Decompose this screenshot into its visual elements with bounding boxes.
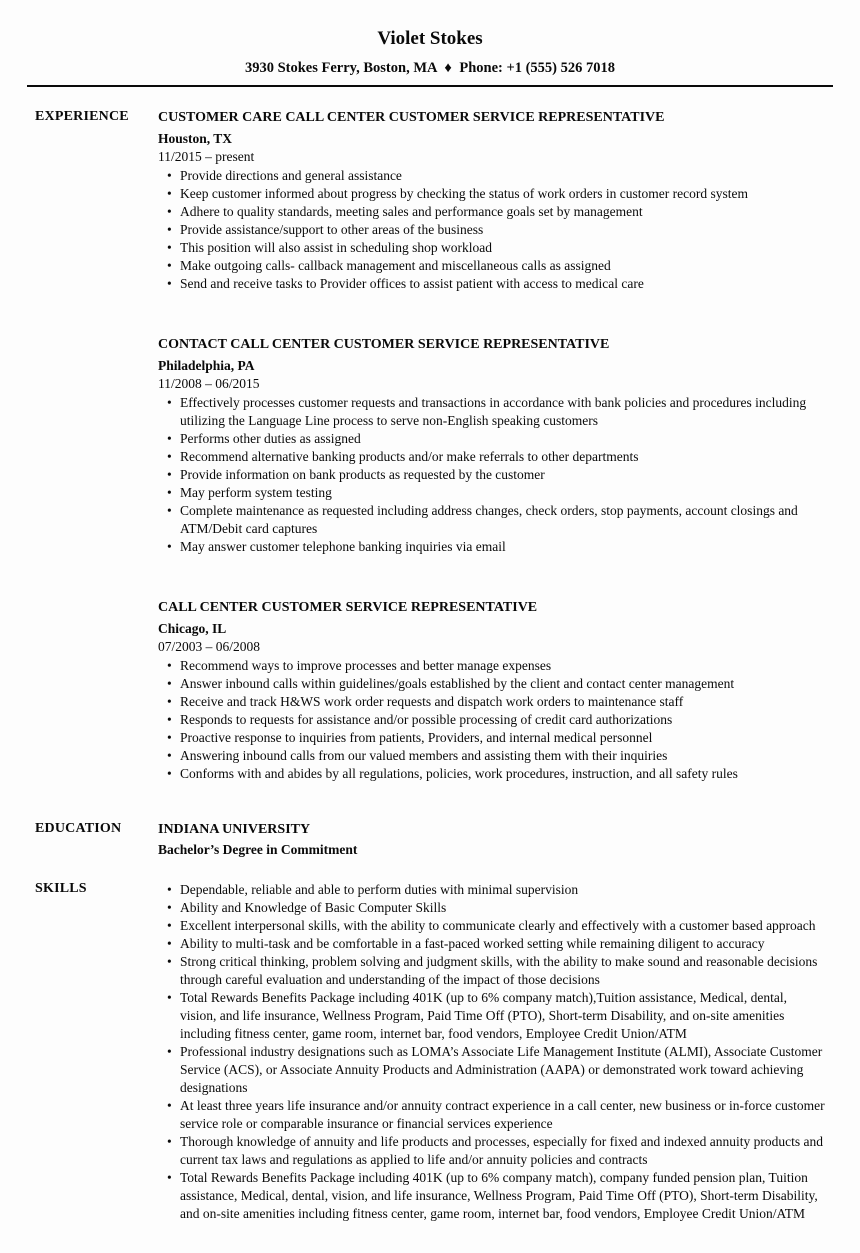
bullet-item: • May answer customer telephone banking inquiries via email xyxy=(158,538,825,556)
resume-header xyxy=(35,28,825,87)
diamond-icon: ♦ xyxy=(444,60,452,76)
address-text: 3930 Stokes Ferry, Boston, MA xyxy=(244,60,437,76)
bullet-item: • Ability to multi-task and be comfortable in a fast-paced worked setting while remaining diligent to accuracy xyxy=(158,935,825,953)
bullet-item: • Provide directions and general assistance xyxy=(158,167,825,185)
bullet-item: • Make outgoing calls- callback management and miscellaneous calls as assigned xyxy=(158,257,825,275)
bullet-item: • Ability and Knowledge of Basic Computer Skills xyxy=(158,899,825,917)
bullet-item: • Performs other duties as assigned xyxy=(158,430,825,448)
bullet-item: • Adhere to quality standards, meeting sales and performance goals set by management xyxy=(158,203,825,221)
job-bullet-list xyxy=(158,394,825,556)
bullet-item: • At least three years life insurance and/or annuity contract experience in a call center, new business or in-force customer service role or comparable insurance or financial services experience xyxy=(158,1097,825,1133)
bullet-item: • Total Rewards Benefits Package including 401K (up to 6% company match),Tuition assistance, Medical, dental, vision, and life insurance, Wellness Program, Paid Time Off (PTO), Short-term Disability, and on-site amenities including fitness center, game room, internet bar, food vendors, Employee Credit Union/ATM xyxy=(158,989,825,1043)
skills-bullet-list xyxy=(158,881,825,1223)
bullet-item: • Answering inbound calls from our valued members and assisting them with their inquiries xyxy=(158,747,825,765)
job-bullet-list xyxy=(158,657,825,783)
bullet-item: • Conforms with and abides by all regulations, policies, work procedures, instruction, and all safety rules xyxy=(158,765,825,783)
bullet-item: • Dependable, reliable and able to perform duties with minimal supervision xyxy=(158,881,825,899)
job-entry-2 xyxy=(158,335,825,556)
job-location: Philadelphia, PA xyxy=(158,358,255,373)
bullet-item: • Excellent interpersonal skills, with the ability to communicate clearly and effectively with a customer based approach xyxy=(158,917,825,935)
job-entry-1 xyxy=(158,108,825,293)
bullet-item: • Responds to requests for assistance and/or possible processing of credit card authorizations xyxy=(158,711,825,729)
job-title: CONTACT CALL CENTER CUSTOMER SERVICE REPRESENTATIVE xyxy=(158,337,610,352)
bullet-item: • Proactive response to inquiries from patients, Providers, and internal medical personnel xyxy=(158,729,825,747)
education-body xyxy=(158,820,825,859)
bullet-item: • Professional industry designations such as LOMA’s Associate Life Management Institute (ALMI), Associate Customer Service (ACS), or Associate Annuity Products and Administration (AAPA) or demonstrated work toward achieving designations xyxy=(158,1043,825,1097)
school-name: INDIANA UNIVERSITY xyxy=(158,822,311,837)
bullet-item: • Recommend alternative banking products and/or make referrals to other departments xyxy=(158,448,825,466)
bullet-item: • Strong critical thinking, problem solving and judgment skills, with the ability to make sound and reasonable decisions through careful evaluation and understanding of the impact of those decisions xyxy=(158,953,825,989)
skills-heading: SKILLS xyxy=(35,881,87,896)
phone-text: Phone: +1 (555) 526 7018 xyxy=(459,60,616,76)
bullet-item: • This position will also assist in scheduling shop workload xyxy=(158,239,825,257)
job-entry-3 xyxy=(158,598,825,783)
job-bullet-list xyxy=(158,167,825,293)
experience-section xyxy=(35,108,825,783)
job-location: Chicago, IL xyxy=(158,621,227,636)
education-section xyxy=(35,820,825,859)
education-heading: EDUCATION xyxy=(35,821,122,836)
job-dates: 07/2003 – 06/2008 xyxy=(158,639,261,654)
experience-heading: EXPERIENCE xyxy=(35,109,129,124)
job-title: CALL CENTER CUSTOMER SERVICE REPRESENTATIVE xyxy=(158,600,538,615)
job-dates: 11/2008 – 06/2015 xyxy=(158,376,260,391)
bullet-item: • Provide assistance/support to other areas of the business xyxy=(158,221,825,239)
bullet-item: • May perform system testing xyxy=(158,484,825,502)
experience-body xyxy=(158,108,825,783)
person-name: Violet Stokes xyxy=(377,28,483,49)
bullet-item: • Complete maintenance as requested including address changes, check orders, stop payments, account closings and ATM/Debit card captures xyxy=(158,502,825,538)
bullet-item: • Send and receive tasks to Provider offices to assist patient with access to medical care xyxy=(158,275,825,293)
skills-section xyxy=(35,880,825,1223)
bullet-item: • Answer inbound calls within guidelines/goals established by the client and contact center management xyxy=(158,675,825,693)
degree-name: Bachelor’s Degree in Commitment xyxy=(158,842,358,857)
bullet-item: • Provide information on bank products as requested by the customer xyxy=(158,466,825,484)
bullet-item: • Effectively processes customer requests and transactions in accordance with bank policies and procedures including utilizing the Language Line process to serve non-English speaking customers xyxy=(158,394,825,430)
job-title: CUSTOMER CARE CALL CENTER CUSTOMER SERVICE REPRESENTATIVE xyxy=(158,110,665,125)
bullet-item: • Keep customer informed about progress by checking the status of work orders in customer record system xyxy=(158,185,825,203)
bullet-item: • Recommend ways to improve processes and better manage expenses xyxy=(158,657,825,675)
header-divider xyxy=(27,85,833,87)
bullet-item: • Receive and track H&WS work order requests and dispatch work orders to maintenance staff xyxy=(158,693,825,711)
job-location: Houston, TX xyxy=(158,131,233,146)
bullet-item: • Total Rewards Benefits Package including 401K (up to 6% company match), company funded pension plan, Tuition assistance, Medical, dental, vision, and life insurance, Wellness Program, Paid Time Off (PTO), Short-term Disability, and on-site amenities including fitness center, game room, internet bar, food vendors, Employee Credit Union/ATM xyxy=(158,1169,825,1223)
job-dates: 11/2015 – present xyxy=(158,149,255,164)
contact-line xyxy=(35,60,825,77)
bullet-item: • Thorough knowledge of annuity and life products and processes, especially for fixed and indexed annuity products and current tax laws and regulations as applied to life and/or annuity policies and contracts xyxy=(158,1133,825,1169)
skills-body xyxy=(158,880,825,1223)
